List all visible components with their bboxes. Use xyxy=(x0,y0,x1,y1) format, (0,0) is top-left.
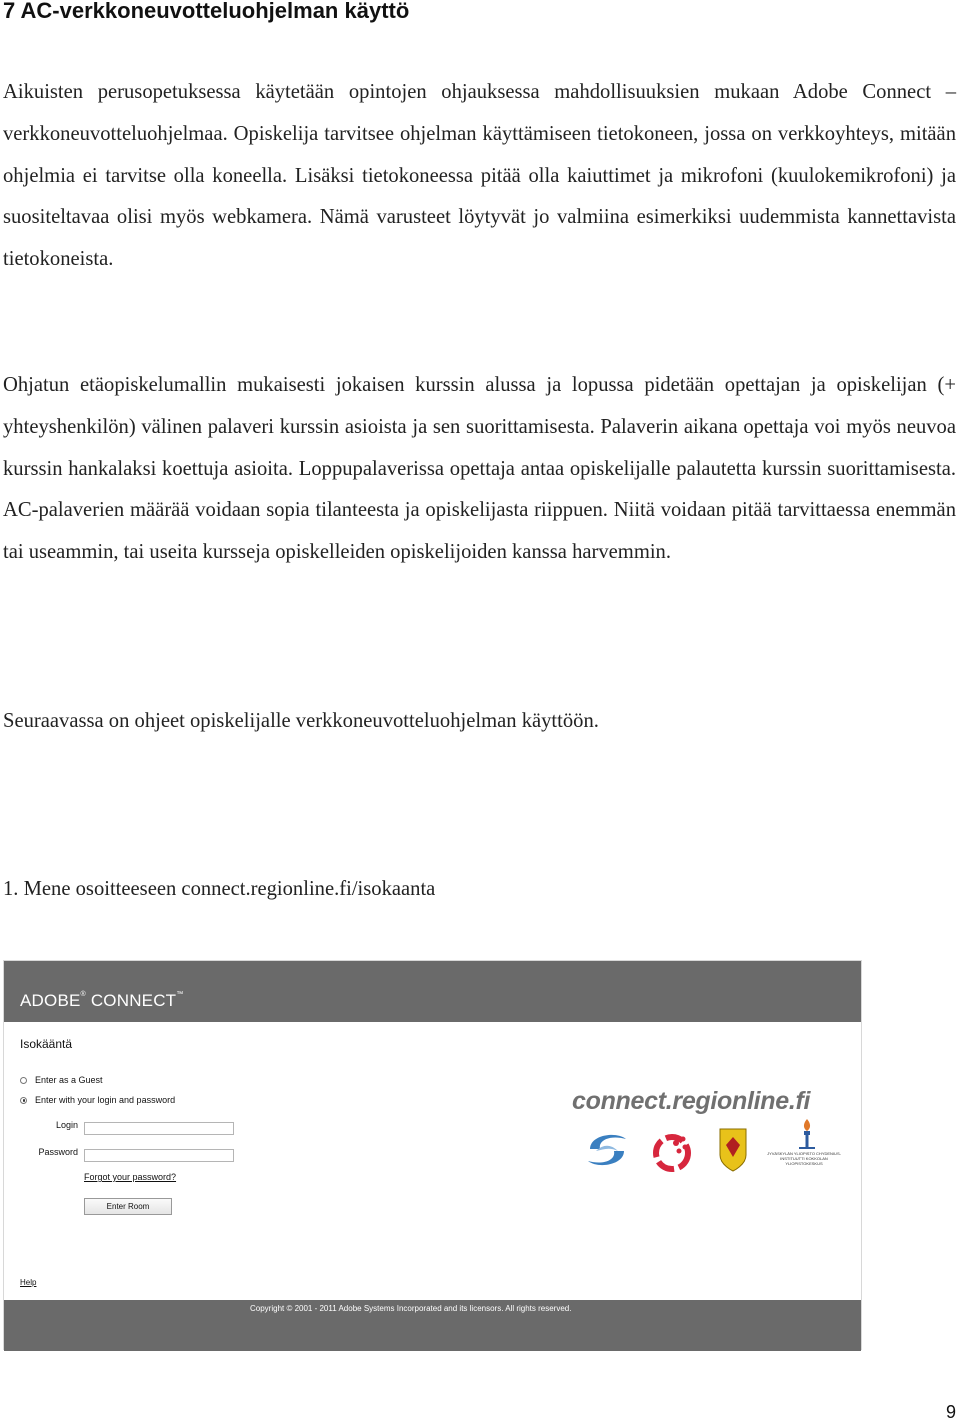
login-label: Login xyxy=(55,1120,78,1130)
guest-radio[interactable] xyxy=(20,1077,27,1084)
paragraph-1: Aikuisten perusopetuksessa käytetään opintojen ohjauksessa mahdollisuuksien mukaan Adobe Connect –verkkoneuvotteluohjelmaa. Opiskelija tarvitsee ohjelman käyttämiseen tietokoneen, jossa on verkkoyhteys, mitään ohjelmia ei tarvitse olla koneella. Lisäksi tietokoneessa pitää olla kaiuttimet ja mikrofoni (kuulokemikrofoni) ja suositeltavaa olisi myös webkamera. Nämä varusteet löytyvät jo valmiina esimerkiksi uudemmista kannettavista tietokoneista. xyxy=(3,81,956,271)
jyu-logo-text: JYVÄSKYLÄN YLIOPISTO CHYDENIUS-INSTITUUTTI KOKKOLAN YLIOPISTOKESKUS xyxy=(767,1151,841,1166)
paragraph-2: Ohjatun etäopiskelumallin mukaisesti jokaisen kurssin alussa ja lopussa pidetään opettajan ja opiskelijan (+ yhteyshenkilön) välinen palaveri kurssin asioista ja sen suorittamisesta. Palaverin aikana opettaja voi myös neuvoa kurssin hankalaksi koettuja asioita. Loppupalaverissa opettaja antaa opiskelijalle palautetta kurssin suorittamisesta. AC-palaverien määrää voidaan sopia tilanteesta ja opiskelijasta riippuen. Niitä voidaan pitää tarvittaessa enemmän tai useammin, tai useita kursseja opiskelleiden opiskelijoiden kanssa harvemmin. xyxy=(3,374,956,564)
password-input[interactable] xyxy=(84,1149,234,1162)
copyright-text: Copyright © 2001 - 2011 Adobe Systems Incorporated and its licensors. All rights reserved. xyxy=(250,1304,572,1313)
guest-radio-label: Enter as a Guest xyxy=(35,1075,103,1085)
adobe-connect-screenshot xyxy=(3,960,862,1350)
forgot-password-link[interactable]: Forgot your password? xyxy=(84,1172,177,1182)
coat-of-arms-icon xyxy=(718,1127,748,1173)
brand-product: CONNECT xyxy=(85,991,177,1010)
site-logo-text: connect.regionline.fi xyxy=(572,1087,811,1115)
intro-line: Seuraavassa on ohjeet opiskelijalle verkkoneuvotteluohjelman käyttöön. xyxy=(3,710,599,732)
enter-room-button[interactable]: Enter Room xyxy=(84,1198,172,1215)
section-heading: 7 AC-verkkoneuvotteluohjelman käyttö xyxy=(3,0,410,23)
step-1: 1. Mene osoitteeseen connect.regionline.fi/isokaanta xyxy=(3,878,436,900)
guest-radio-option[interactable] xyxy=(20,1075,103,1085)
page-number: 9 xyxy=(945,1402,956,1422)
login-radio[interactable] xyxy=(20,1097,27,1104)
adobe-connect-brand xyxy=(20,991,183,1011)
help-link[interactable]: Help xyxy=(20,1278,37,1287)
torch-logo-icon xyxy=(790,1117,824,1151)
login-input[interactable] xyxy=(84,1122,234,1135)
swirl-logo-icon xyxy=(582,1129,632,1171)
brand-adobe: ADOBE xyxy=(20,991,81,1010)
room-title: Isokääntä xyxy=(20,1037,73,1051)
login-radio-option[interactable] xyxy=(20,1095,175,1105)
brand-tm-mark: ™ xyxy=(176,991,184,998)
red-dot-logo-icon xyxy=(652,1129,694,1173)
login-radio-label: Enter with your login and password xyxy=(35,1095,176,1105)
brand-reg-mark: ® xyxy=(80,991,86,998)
password-label: Password xyxy=(38,1147,78,1157)
